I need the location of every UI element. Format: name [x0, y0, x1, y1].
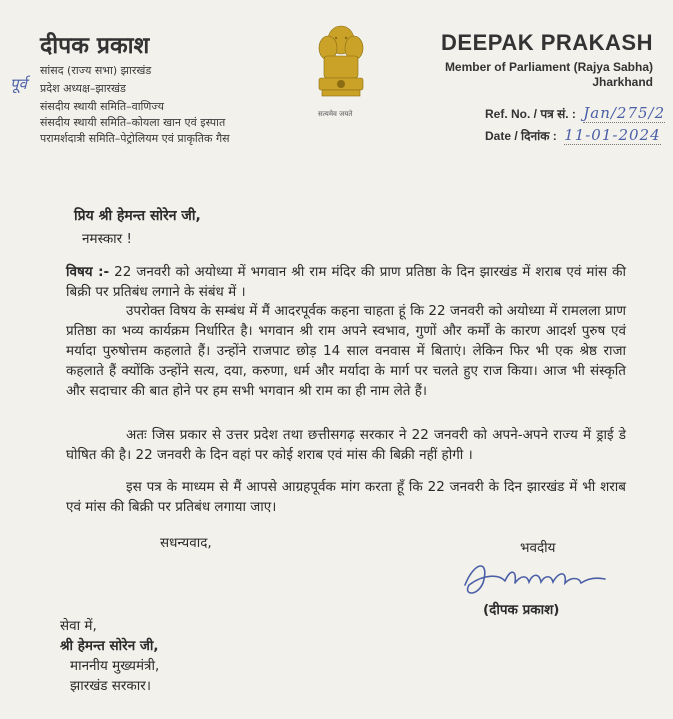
- recipient-seva: सेवा में,: [60, 618, 97, 634]
- recipient-designation: माननीय मुख्यमंत्री,: [70, 658, 160, 674]
- hindi-line-2: प्रदेश अध्यक्ष–झारखंड: [40, 82, 126, 95]
- hindi-line-4: संसदीय स्थायी समिति–कोयला खान एवं इस्पात: [40, 116, 226, 129]
- thanks-text: सधन्यवाद,: [160, 535, 212, 551]
- english-line-2: Jharkhand: [592, 75, 653, 89]
- subject-label: विषय :-: [66, 264, 110, 280]
- paragraph-3: [66, 477, 626, 517]
- paragraph-1-text: उपरोक्त विषय के सम्बंध में मैं आदरपूर्वक कहना चाहता हूं कि 22 जनवरी को अयोध्या में रामलला प्राण प्रतिष्ठा का भव्य कार्यक्रम निर्धारित है। भगवान श्री राम अपने स्वभाव, गुणों और कर्मों के कारण आदर्श पुरुष एवं मर्यादा पुरुषोत्तम कहलाते हैं। उन्होंने राजपाट छोड़ 14 साल वनवास में बिताएं। लेकिन फिर भी एक श्रेष्ठ राजा कहलाते हैं क्योंकि उन्होंने सत्य, दया, करुणा, धर्म और मर्यादा के मार्ग पर चलते हुए राज किया। आज भी संस्कृति और सदाचार की बात होने पर हम सभी भगवान श्री राम का ही नाम लेते हैं।: [66, 303, 626, 399]
- hindi-line-5: परामर्शदात्री समिति–पेट्रोलियम एवं प्राकृतिक गैस: [40, 132, 230, 145]
- handwritten-mark: पूर्व: [10, 75, 27, 93]
- date-field: [485, 126, 661, 144]
- date-label: Date / दिनांक :: [485, 129, 557, 143]
- hindi-line-1: सांसद (राज्य सभा) झारखंड: [40, 64, 152, 77]
- date-value: 11-01-2024: [564, 126, 661, 144]
- english-line-1: Member of Parliament (Rajya Sabha): [444, 60, 653, 74]
- national-emblem-icon: [310, 18, 372, 108]
- recipient-government: झारखंड सरकार।: [70, 678, 151, 694]
- paragraph-2: [66, 425, 626, 465]
- ref-label: Ref. No. / पत्र सं. :: [485, 107, 576, 121]
- closing-text: भवदीय: [520, 540, 556, 556]
- english-name: DEEPAK PRAKASH: [441, 30, 653, 55]
- paragraph-3-text: इस पत्र के माध्यम से मैं आपसे आग्रहपूर्वक मांग करता हूँ कि 22 जनवरी के दिन झारखंड में भी शराब एवं मांस की बिक्री पर प्रतिबंध लगाया जाए।: [66, 479, 626, 515]
- subject: [66, 262, 626, 302]
- paragraph-1: [66, 301, 626, 401]
- ref-value: Jan/275/2: [583, 104, 666, 122]
- signer-name: (दीपक प्रकाश): [483, 602, 560, 618]
- recipient-name: श्री हेमन्त सोरेन जी,: [60, 638, 159, 654]
- ref-number: [485, 104, 665, 122]
- hindi-line-3: संसदीय स्थायी समिति–वाणिज्य: [40, 100, 165, 113]
- subject-text: 22 जनवरी को अयोध्या में भगवान श्री राम मंदिर की प्राण प्रतिष्ठा के दिन झारखंड में शराब एवं मांस की बिक्री पर प्रतिबंध लगाने के संबंध में ।: [66, 264, 627, 300]
- signature-icon: [455, 555, 625, 600]
- emblem-motto: सत्यमेव जयते: [318, 110, 353, 118]
- greeting: नमस्कार !: [82, 231, 132, 247]
- paragraph-2-text: अतः जिस प्रकार से उत्तर प्रदेश तथा छत्तीसगढ़ सरकार ने 22 जनवरी को अपने-अपने राज्य में ड्राई डे घोषित की है। 22 जनवरी के दिन वहां पर कोई शराब एवं मांस की बिक्री नहीं होगी ।: [66, 427, 626, 463]
- hindi-name: दीपक प्रकाश: [40, 33, 150, 59]
- salutation: प्रिय श्री हेमन्त सोरेन जी,: [74, 208, 201, 224]
